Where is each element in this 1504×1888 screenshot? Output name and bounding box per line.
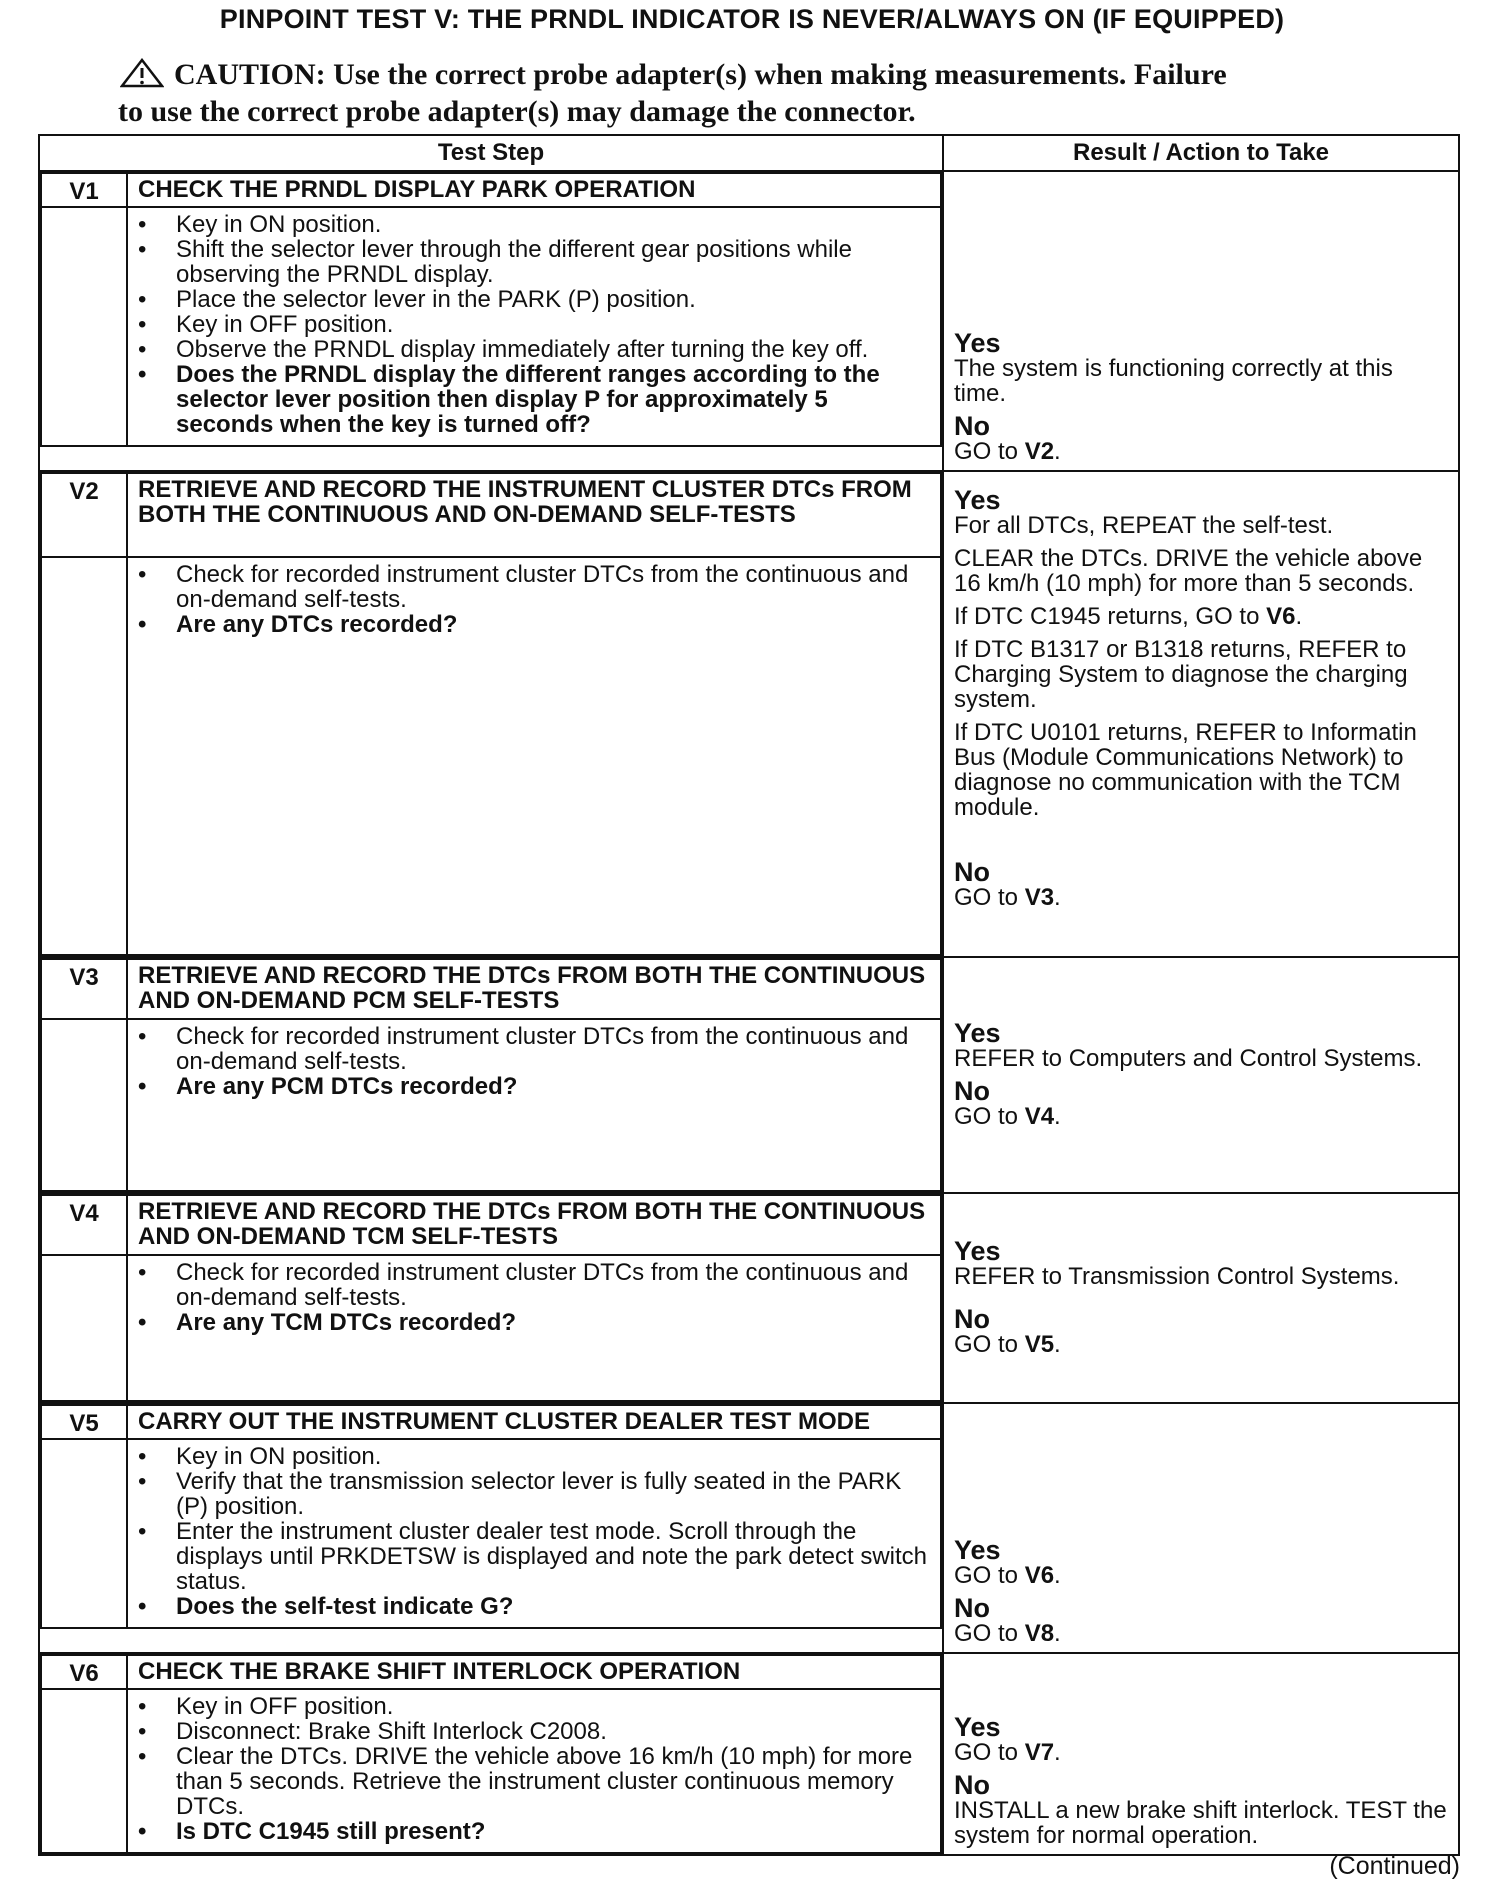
step-id: V4 — [41, 1195, 127, 1255]
continued-note: (Continued) — [1329, 1852, 1460, 1880]
list-item: • Key in OFF position. — [166, 1694, 930, 1719]
warning-triangle-icon — [120, 58, 164, 95]
yes-action: If DTC C1945 returns, GO to — [954, 603, 1267, 630]
punct: . — [1054, 1620, 1061, 1647]
step-instructions — [127, 1439, 941, 1628]
step-ref: V5 — [1024, 1331, 1055, 1358]
table-header-row — [39, 135, 1459, 171]
list-item: • Clear the DTCs. DRIVE the vehicle above 16 km/h (10 mph) for more than 5 seconds. Retrieve the instrument cluster continuous memory DTCs. — [166, 1744, 930, 1819]
list-item: • Enter the instrument cluster dealer test mode. Scroll through the displays until PRKDETSW is displayed and note the park detect switch status. — [166, 1519, 930, 1594]
step-question: • Are any DTCs recorded? — [166, 612, 930, 637]
list-item: • Check for recorded instrument cluster DTCs from the continuous and on-demand self-tests. — [166, 562, 930, 612]
step-row-v5 — [39, 1403, 1459, 1653]
page-title: PINPOINT TEST V: THE PRNDL INDICATOR IS NEVER/ALWAYS ON (IF EQUIPPED) — [219, 4, 1285, 34]
punct: . — [1054, 1739, 1061, 1766]
step-question: • Does the PRNDL display the different ranges according to the selector lever position then display P for approximately 5 seconds when the key is turned off? — [166, 362, 930, 437]
step-heading: RETRIEVE AND RECORD THE INSTRUMENT CLUSTER DTCs FROM BOTH THE CONTINUOUS AND ON-DEMAND SELF-TESTS — [127, 473, 941, 557]
yes-action: GO to — [954, 1562, 1025, 1589]
step-instructions — [127, 1019, 941, 1191]
step-id: V3 — [41, 959, 127, 1019]
step-instructions — [127, 1255, 941, 1401]
yes-action: GO to — [954, 1739, 1025, 1766]
result-cell-v3 — [943, 957, 1459, 1193]
no-label: No — [954, 1593, 990, 1623]
step-heading: CHECK THE PRNDL DISPLAY PARK OPERATION — [127, 173, 941, 207]
yes-action: If DTC B1317 or B1318 returns, REFER to Charging System to diagnose the charging system. — [954, 636, 1408, 713]
yes-action: REFER to Computers and Control Systems. — [954, 1045, 1423, 1072]
step-ref: V7 — [1024, 1739, 1055, 1766]
step-ref: V8 — [1024, 1620, 1055, 1647]
list-item: • Shift the selector lever through the different gear positions while observing the PRNDL display. — [166, 237, 930, 287]
step-instructions — [127, 1689, 941, 1853]
step-heading: RETRIEVE AND RECORD THE DTCs FROM BOTH THE CONTINUOUS AND ON-DEMAND PCM SELF-TESTS — [127, 959, 941, 1019]
yes-action: The system is functioning correctly at this time. — [954, 355, 1393, 407]
no-label: No — [954, 1304, 990, 1334]
yes-label: Yes — [954, 1236, 1001, 1266]
step-question: • Are any PCM DTCs recorded? — [166, 1074, 930, 1099]
step-row-v4 — [39, 1193, 1459, 1403]
no-action: GO to — [954, 1620, 1025, 1647]
punct: . — [1054, 438, 1061, 465]
yes-action: REFER to Transmission Control Systems. — [954, 1263, 1400, 1290]
no-action: GO to — [954, 1103, 1025, 1130]
yes-label: Yes — [954, 1535, 1001, 1565]
no-action: INSTALL a new brake shift interlock. TEST the system for normal operation. — [954, 1797, 1447, 1849]
step-row-v1 — [39, 171, 1459, 471]
step-row-v6 — [39, 1653, 1459, 1855]
header-test-step: Test Step — [39, 135, 943, 171]
result-cell-v2 — [943, 471, 1459, 957]
punct: . — [1054, 1562, 1061, 1589]
caution-line-1: CAUTION: Use the correct probe adapter(s) when making measurements. Failure — [174, 58, 1227, 91]
step-heading: CARRY OUT THE INSTRUMENT CLUSTER DEALER TEST MODE — [127, 1405, 941, 1439]
caution-line-2: to use the correct probe adapter(s) may damage the connector. — [118, 95, 916, 128]
step-ref: V3 — [1024, 884, 1055, 911]
step-id: V1 — [41, 173, 127, 207]
step-heading: RETRIEVE AND RECORD THE DTCs FROM BOTH THE CONTINUOUS AND ON-DEMAND TCM SELF-TESTS — [127, 1195, 941, 1255]
step-question: • Are any TCM DTCs recorded? — [166, 1310, 930, 1335]
step-ref: V4 — [1024, 1103, 1055, 1130]
result-cell-v6 — [943, 1653, 1459, 1855]
yes-action: CLEAR the DTCs. DRIVE the vehicle above 16 km/h (10 mph) for more than 5 seconds. — [954, 545, 1423, 597]
list-item: • Check for recorded instrument cluster DTCs from the continuous and on-demand self-tests. — [166, 1024, 930, 1074]
yes-label: Yes — [954, 1018, 1001, 1048]
step-ref: V6 — [1024, 1562, 1055, 1589]
step-row-v2 — [39, 471, 1459, 957]
step-ref: V2 — [1024, 438, 1055, 465]
step-row-v3 — [39, 957, 1459, 1193]
no-action: GO to — [954, 438, 1025, 465]
list-item: • Check for recorded instrument cluster DTCs from the continuous and on-demand self-tests. — [166, 1260, 930, 1310]
step-id: V2 — [41, 473, 127, 557]
step-instructions — [127, 207, 941, 446]
yes-label: Yes — [954, 1712, 1001, 1742]
result-cell-v5 — [943, 1403, 1459, 1653]
yes-action: For all DTCs, REPEAT the self-test. — [954, 512, 1334, 539]
step-id: V5 — [41, 1405, 127, 1439]
no-action: GO to — [954, 1331, 1025, 1358]
no-label: No — [954, 1076, 990, 1106]
step-heading: CHECK THE BRAKE SHIFT INTERLOCK OPERATION — [127, 1655, 941, 1689]
pinpoint-test-table — [38, 134, 1460, 1856]
no-label: No — [954, 1770, 990, 1800]
list-item: • Key in OFF position. — [166, 312, 930, 337]
no-label: No — [954, 411, 990, 441]
no-label: No — [954, 857, 990, 887]
punct: . — [1054, 1103, 1061, 1130]
step-ref: V6 — [1266, 603, 1296, 630]
yes-action: If DTC U0101 returns, REFER to Informatin Bus (Module Communications Network) to diagnose no communication with the TCM module. — [954, 719, 1417, 821]
punct: . — [1295, 603, 1303, 630]
list-item: • Verify that the transmission selector lever is fully seated in the PARK (P) position. — [166, 1469, 930, 1519]
step-question: • Is DTC C1945 still present? — [166, 1819, 930, 1844]
list-item: • Key in ON position. — [166, 212, 930, 237]
list-item: • Place the selector lever in the PARK (P) position. — [166, 287, 930, 312]
result-cell-v1 — [943, 171, 1459, 471]
step-id: V6 — [41, 1655, 127, 1689]
header-result: Result / Action to Take — [943, 135, 1459, 171]
step-instructions — [127, 557, 941, 955]
punct: . — [1054, 884, 1061, 911]
yes-label: Yes — [954, 328, 1001, 358]
result-cell-v4 — [943, 1193, 1459, 1403]
list-item: • Disconnect: Brake Shift Interlock C2008. — [166, 1719, 930, 1744]
list-item: • Observe the PRNDL display immediately after turning the key off. — [166, 337, 930, 362]
caution-notice — [120, 58, 1340, 128]
punct: . — [1054, 1331, 1061, 1358]
no-action: GO to — [954, 884, 1025, 911]
yes-label: Yes — [954, 485, 1001, 515]
step-question: • Does the self-test indicate G? — [166, 1594, 930, 1619]
list-item: • Key in ON position. — [166, 1444, 930, 1469]
